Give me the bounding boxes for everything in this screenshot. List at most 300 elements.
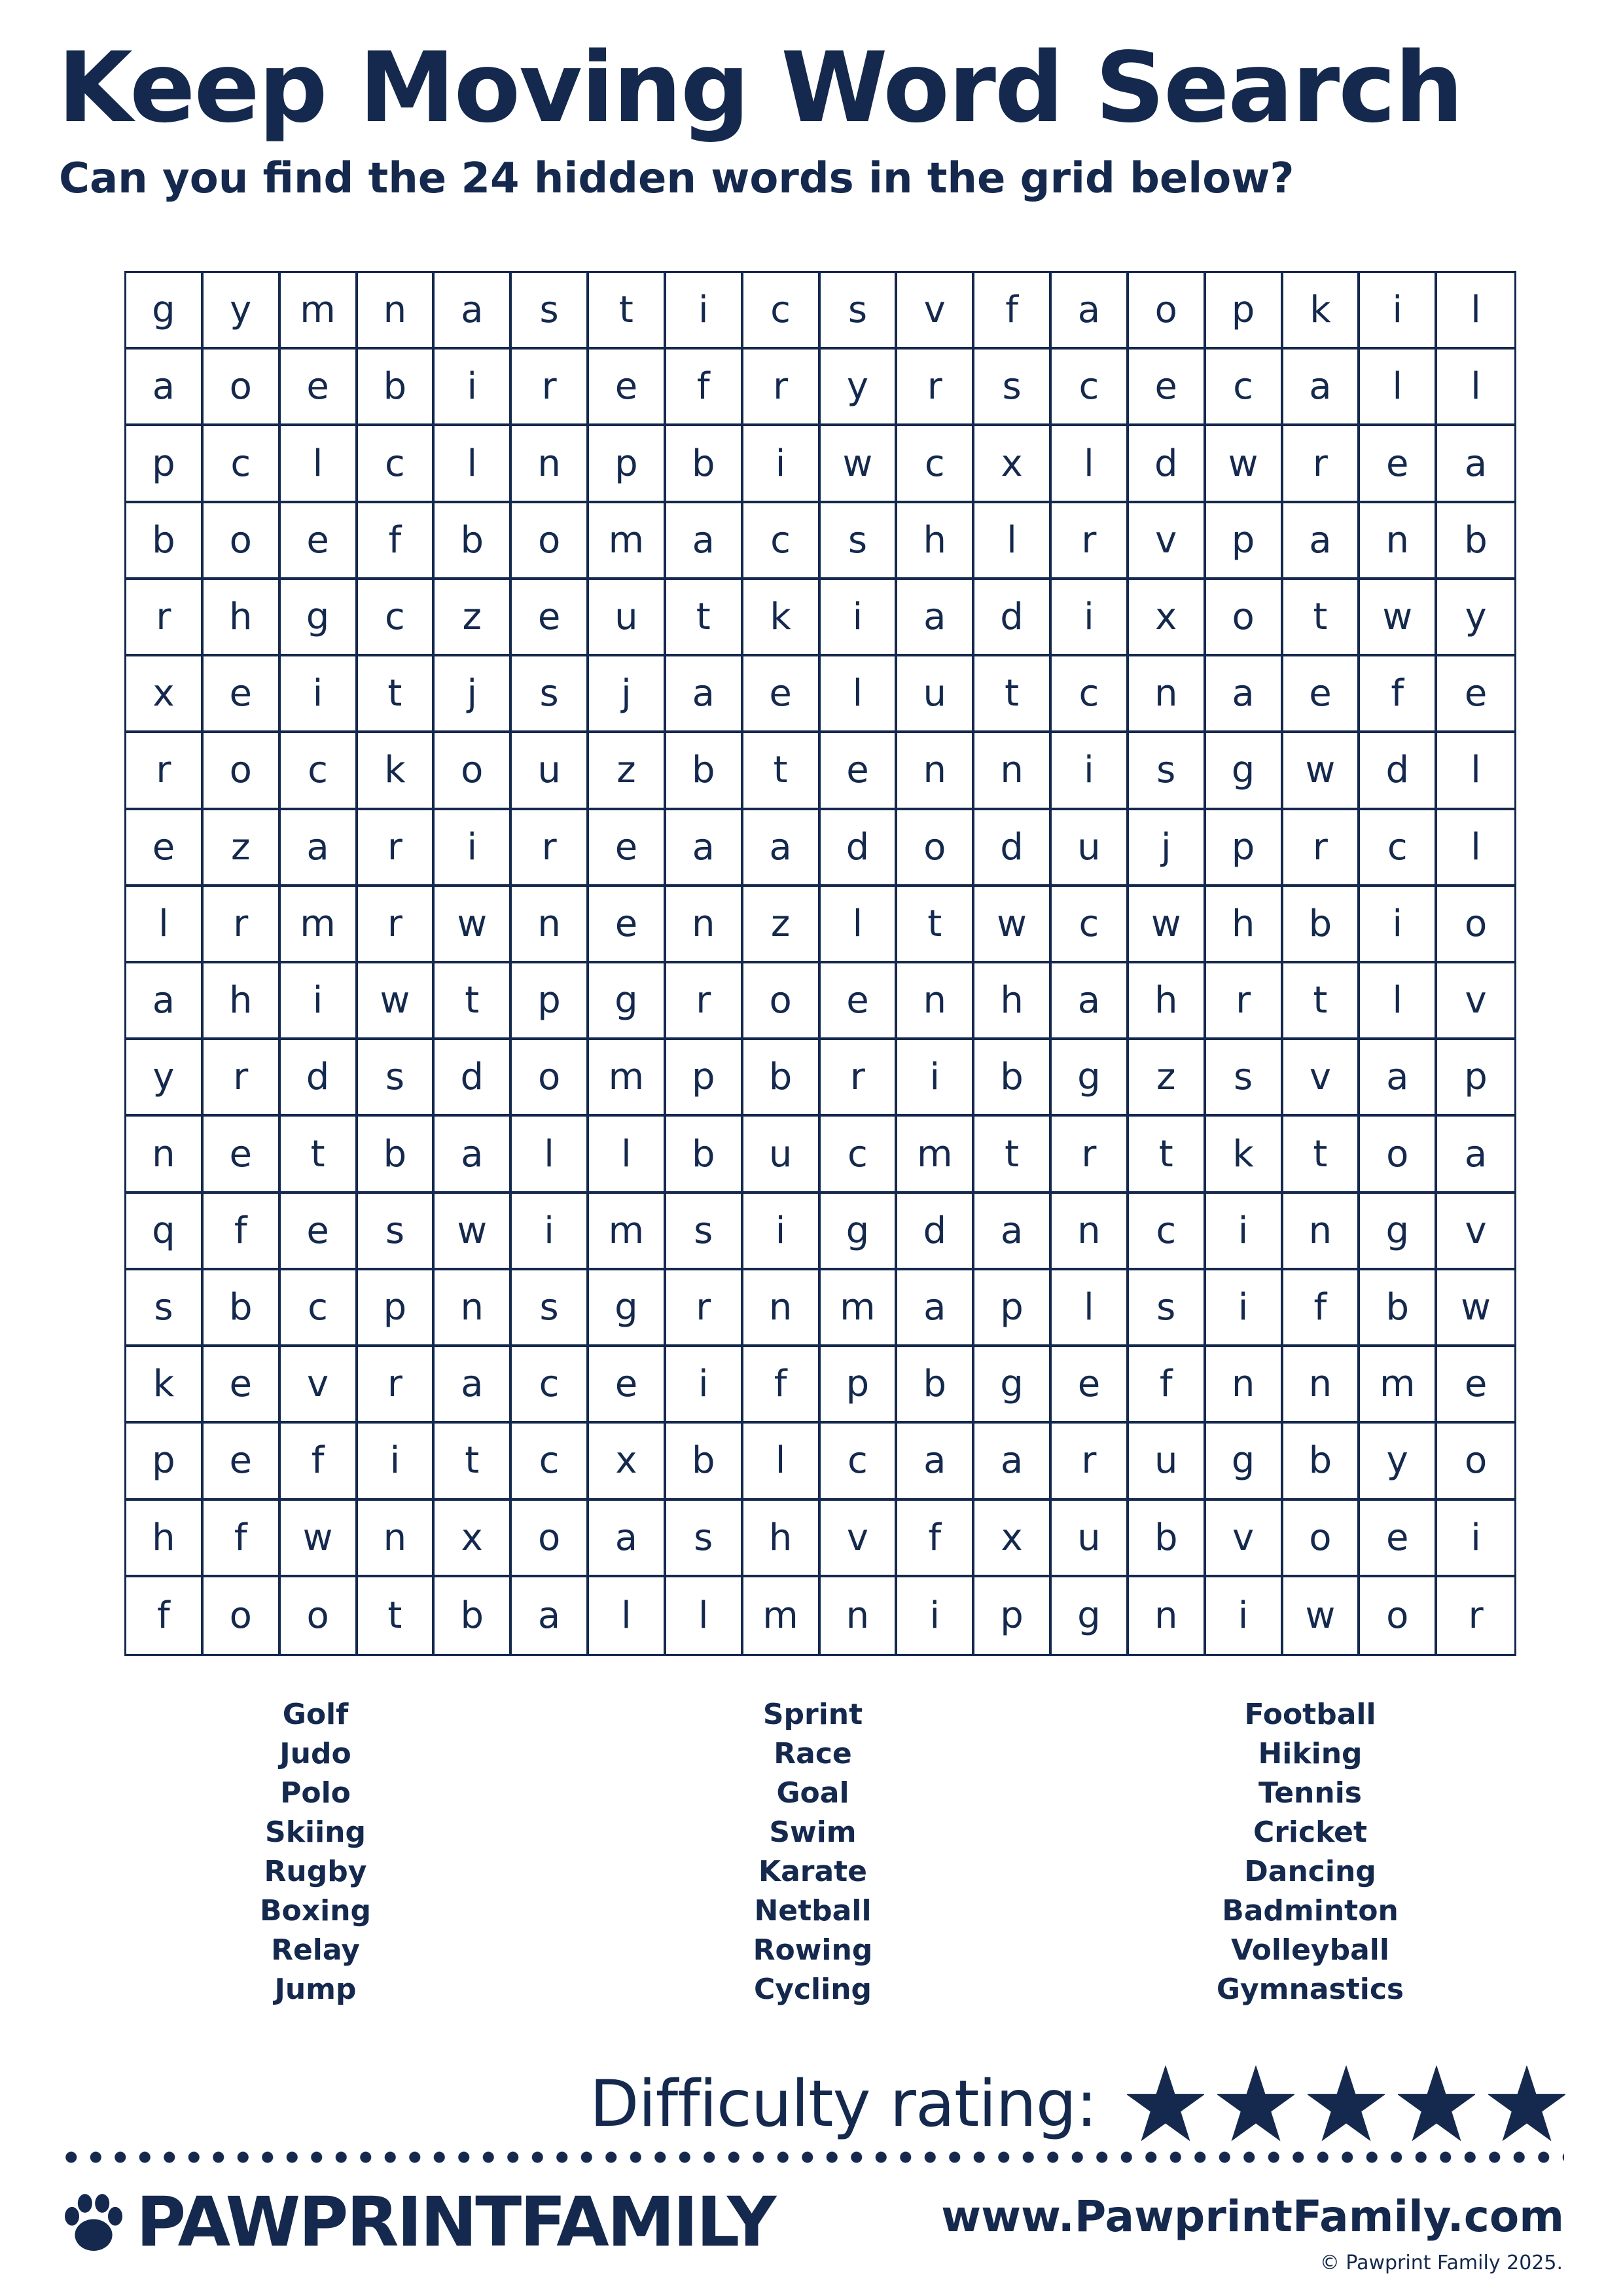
grid-cell[interactable]: n bbox=[358, 1501, 435, 1577]
grid-cell[interactable]: p bbox=[126, 1424, 204, 1500]
grid-cell[interactable]: n bbox=[743, 1270, 821, 1347]
grid-cell[interactable]: c bbox=[743, 503, 821, 580]
grid-cell[interactable]: x bbox=[974, 1501, 1052, 1577]
grid-cell[interactable]: e bbox=[281, 350, 358, 426]
grid-cell[interactable]: w bbox=[1206, 426, 1283, 503]
grid-cell[interactable]: f bbox=[666, 350, 743, 426]
grid-cell[interactable]: g bbox=[821, 1194, 898, 1270]
grid-cell[interactable]: c bbox=[204, 426, 281, 503]
grid-cell[interactable]: i bbox=[358, 1424, 435, 1500]
grid-cell[interactable]: a bbox=[1206, 656, 1283, 733]
grid-cell[interactable]: s bbox=[666, 1194, 743, 1270]
grid-cell[interactable]: p bbox=[589, 426, 666, 503]
grid-cell[interactable]: j bbox=[1129, 810, 1206, 887]
grid-cell[interactable]: u bbox=[589, 580, 666, 656]
grid-cell[interactable]: b bbox=[1283, 1424, 1361, 1500]
grid-cell[interactable]: k bbox=[743, 580, 821, 656]
grid-cell[interactable]: f bbox=[358, 503, 435, 580]
grid-cell[interactable]: r bbox=[204, 1040, 281, 1117]
grid-cell[interactable]: s bbox=[1129, 1270, 1206, 1347]
grid-cell[interactable]: m bbox=[589, 1194, 666, 1270]
grid-cell[interactable]: b bbox=[743, 1040, 821, 1117]
grid-cell[interactable]: e bbox=[589, 350, 666, 426]
grid-cell[interactable]: b bbox=[974, 1040, 1052, 1117]
grid-cell[interactable]: k bbox=[126, 1347, 204, 1424]
grid-cell[interactable]: l bbox=[743, 1424, 821, 1500]
grid-cell[interactable]: r bbox=[743, 350, 821, 426]
grid-cell[interactable]: w bbox=[1129, 887, 1206, 963]
grid-cell[interactable]: i bbox=[1360, 887, 1437, 963]
grid-cell[interactable]: o bbox=[1437, 887, 1514, 963]
grid-cell[interactable]: i bbox=[1206, 1577, 1283, 1654]
grid-cell[interactable]: o bbox=[1360, 1117, 1437, 1193]
grid-cell[interactable]: d bbox=[974, 810, 1052, 887]
grid-cell[interactable]: z bbox=[435, 580, 512, 656]
grid-cell[interactable]: l bbox=[435, 426, 512, 503]
grid-cell[interactable]: l bbox=[974, 503, 1052, 580]
grid-cell[interactable]: g bbox=[974, 1347, 1052, 1424]
grid-cell[interactable]: c bbox=[281, 1270, 358, 1347]
grid-cell[interactable]: h bbox=[204, 580, 281, 656]
grid-cell[interactable]: s bbox=[821, 273, 898, 350]
grid-cell[interactable]: t bbox=[974, 656, 1052, 733]
grid-cell[interactable]: a bbox=[1052, 273, 1129, 350]
grid-cell[interactable]: i bbox=[281, 656, 358, 733]
grid-cell[interactable]: l bbox=[1360, 963, 1437, 1040]
grid-cell[interactable]: p bbox=[821, 1347, 898, 1424]
grid-cell[interactable]: e bbox=[281, 1194, 358, 1270]
grid-cell[interactable]: v bbox=[1283, 1040, 1361, 1117]
grid-cell[interactable]: w bbox=[1283, 733, 1361, 810]
grid-cell[interactable]: n bbox=[126, 1117, 204, 1193]
grid-cell[interactable]: a bbox=[589, 1501, 666, 1577]
grid-cell[interactable]: d bbox=[1129, 426, 1206, 503]
grid-cell[interactable]: e bbox=[743, 656, 821, 733]
grid-cell[interactable]: p bbox=[1437, 1040, 1514, 1117]
grid-cell[interactable]: g bbox=[1052, 1577, 1129, 1654]
grid-cell[interactable]: b bbox=[1437, 503, 1514, 580]
grid-cell[interactable]: i bbox=[1206, 1270, 1283, 1347]
grid-cell[interactable]: d bbox=[974, 580, 1052, 656]
grid-cell[interactable]: k bbox=[358, 733, 435, 810]
grid-cell[interactable]: a bbox=[281, 810, 358, 887]
grid-cell[interactable]: l bbox=[281, 426, 358, 503]
grid-cell[interactable]: i bbox=[281, 963, 358, 1040]
grid-cell[interactable]: n bbox=[974, 733, 1052, 810]
grid-cell[interactable]: l bbox=[512, 1117, 589, 1193]
grid-cell[interactable]: f bbox=[1129, 1347, 1206, 1424]
grid-cell[interactable]: y bbox=[204, 273, 281, 350]
grid-cell[interactable]: a bbox=[897, 1424, 974, 1500]
grid-cell[interactable]: r bbox=[666, 1270, 743, 1347]
grid-cell[interactable]: t bbox=[435, 963, 512, 1040]
grid-cell[interactable]: e bbox=[821, 963, 898, 1040]
grid-cell[interactable]: t bbox=[666, 580, 743, 656]
grid-cell[interactable]: e bbox=[821, 733, 898, 810]
grid-cell[interactable]: e bbox=[204, 656, 281, 733]
grid-cell[interactable]: s bbox=[512, 656, 589, 733]
grid-cell[interactable]: g bbox=[1360, 1194, 1437, 1270]
grid-cell[interactable]: n bbox=[897, 963, 974, 1040]
grid-cell[interactable]: b bbox=[358, 350, 435, 426]
grid-cell[interactable]: n bbox=[512, 426, 589, 503]
grid-cell[interactable]: i bbox=[743, 426, 821, 503]
grid-cell[interactable]: u bbox=[512, 733, 589, 810]
grid-cell[interactable]: a bbox=[666, 503, 743, 580]
grid-cell[interactable]: n bbox=[1206, 1347, 1283, 1424]
grid-cell[interactable]: l bbox=[1437, 733, 1514, 810]
grid-cell[interactable]: a bbox=[126, 963, 204, 1040]
grid-cell[interactable]: n bbox=[512, 887, 589, 963]
grid-cell[interactable]: c bbox=[897, 426, 974, 503]
grid-cell[interactable]: p bbox=[666, 1040, 743, 1117]
grid-cell[interactable]: d bbox=[281, 1040, 358, 1117]
grid-cell[interactable]: o bbox=[281, 1577, 358, 1654]
grid-cell[interactable]: r bbox=[358, 1347, 435, 1424]
grid-cell[interactable]: n bbox=[821, 1577, 898, 1654]
grid-cell[interactable]: p bbox=[974, 1577, 1052, 1654]
grid-cell[interactable]: s bbox=[666, 1501, 743, 1577]
grid-cell[interactable]: v bbox=[1437, 1194, 1514, 1270]
grid-cell[interactable]: a bbox=[897, 1270, 974, 1347]
grid-cell[interactable]: g bbox=[589, 963, 666, 1040]
grid-cell[interactable]: l bbox=[666, 1577, 743, 1654]
grid-cell[interactable]: p bbox=[358, 1270, 435, 1347]
grid-cell[interactable]: o bbox=[512, 503, 589, 580]
grid-cell[interactable]: m bbox=[821, 1270, 898, 1347]
grid-cell[interactable]: u bbox=[1052, 810, 1129, 887]
grid-cell[interactable]: o bbox=[1283, 1501, 1361, 1577]
grid-cell[interactable]: p bbox=[1206, 810, 1283, 887]
grid-cell[interactable]: v bbox=[1206, 1501, 1283, 1577]
grid-cell[interactable]: e bbox=[1360, 426, 1437, 503]
grid-cell[interactable]: i bbox=[666, 1347, 743, 1424]
grid-cell[interactable]: i bbox=[743, 1194, 821, 1270]
grid-cell[interactable]: r bbox=[512, 350, 589, 426]
grid-cell[interactable]: x bbox=[1129, 580, 1206, 656]
grid-cell[interactable]: e bbox=[589, 810, 666, 887]
grid-cell[interactable]: l bbox=[126, 887, 204, 963]
grid-cell[interactable]: o bbox=[1206, 580, 1283, 656]
grid-cell[interactable]: e bbox=[512, 580, 589, 656]
grid-cell[interactable]: j bbox=[435, 656, 512, 733]
grid-cell[interactable]: a bbox=[1052, 963, 1129, 1040]
grid-cell[interactable]: x bbox=[126, 656, 204, 733]
grid-cell[interactable]: m bbox=[281, 887, 358, 963]
grid-cell[interactable]: m bbox=[589, 503, 666, 580]
grid-cell[interactable]: e bbox=[1437, 656, 1514, 733]
grid-cell[interactable]: g bbox=[1206, 733, 1283, 810]
grid-cell[interactable]: v bbox=[1437, 963, 1514, 1040]
grid-cell[interactable]: o bbox=[435, 733, 512, 810]
grid-cell[interactable]: t bbox=[358, 1577, 435, 1654]
grid-cell[interactable]: y bbox=[821, 350, 898, 426]
grid-cell[interactable]: r bbox=[358, 887, 435, 963]
grid-cell[interactable]: k bbox=[1206, 1117, 1283, 1193]
grid-cell[interactable]: q bbox=[126, 1194, 204, 1270]
grid-cell[interactable]: b bbox=[1129, 1501, 1206, 1577]
grid-cell[interactable]: f bbox=[204, 1194, 281, 1270]
grid-cell[interactable]: i bbox=[435, 350, 512, 426]
grid-cell[interactable]: y bbox=[1360, 1424, 1437, 1500]
grid-cell[interactable]: o bbox=[204, 503, 281, 580]
grid-cell[interactable]: c bbox=[821, 1424, 898, 1500]
grid-cell[interactable]: c bbox=[1360, 810, 1437, 887]
grid-cell[interactable]: m bbox=[281, 273, 358, 350]
grid-cell[interactable]: x bbox=[589, 1424, 666, 1500]
grid-cell[interactable]: a bbox=[435, 273, 512, 350]
grid-cell[interactable]: p bbox=[974, 1270, 1052, 1347]
grid-cell[interactable]: i bbox=[512, 1194, 589, 1270]
grid-cell[interactable]: w bbox=[358, 963, 435, 1040]
grid-cell[interactable]: z bbox=[743, 887, 821, 963]
grid-cell[interactable]: b bbox=[666, 1117, 743, 1193]
grid-cell[interactable]: e bbox=[1283, 656, 1361, 733]
grid-cell[interactable]: b bbox=[897, 1347, 974, 1424]
grid-cell[interactable]: f bbox=[281, 1424, 358, 1500]
grid-cell[interactable]: s bbox=[821, 503, 898, 580]
grid-cell[interactable]: o bbox=[1129, 273, 1206, 350]
grid-cell[interactable]: b bbox=[1360, 1270, 1437, 1347]
grid-cell[interactable]: g bbox=[1206, 1424, 1283, 1500]
grid-cell[interactable]: b bbox=[1283, 887, 1361, 963]
grid-cell[interactable]: o bbox=[204, 733, 281, 810]
grid-cell[interactable]: t bbox=[281, 1117, 358, 1193]
website-link[interactable]: www.PawprintFamily.com bbox=[941, 2191, 1564, 2242]
grid-cell[interactable]: a bbox=[512, 1577, 589, 1654]
grid-cell[interactable]: e bbox=[204, 1347, 281, 1424]
grid-cell[interactable]: r bbox=[1206, 963, 1283, 1040]
grid-cell[interactable]: n bbox=[358, 273, 435, 350]
grid-cell[interactable]: i bbox=[897, 1040, 974, 1117]
grid-cell[interactable]: a bbox=[1283, 503, 1361, 580]
grid-cell[interactable]: w bbox=[1437, 1270, 1514, 1347]
grid-cell[interactable]: n bbox=[1129, 656, 1206, 733]
grid-cell[interactable]: l bbox=[1360, 350, 1437, 426]
grid-cell[interactable]: d bbox=[897, 1194, 974, 1270]
grid-cell[interactable]: b bbox=[666, 1424, 743, 1500]
grid-cell[interactable]: n bbox=[435, 1270, 512, 1347]
grid-cell[interactable]: p bbox=[126, 426, 204, 503]
grid-cell[interactable]: c bbox=[821, 1117, 898, 1193]
grid-cell[interactable]: s bbox=[1129, 733, 1206, 810]
grid-cell[interactable]: c bbox=[358, 580, 435, 656]
grid-cell[interactable]: n bbox=[1283, 1194, 1361, 1270]
grid-cell[interactable]: a bbox=[897, 580, 974, 656]
grid-cell[interactable]: s bbox=[358, 1040, 435, 1117]
grid-cell[interactable]: z bbox=[589, 733, 666, 810]
grid-cell[interactable]: g bbox=[126, 273, 204, 350]
grid-cell[interactable]: f bbox=[974, 273, 1052, 350]
grid-cell[interactable]: w bbox=[821, 426, 898, 503]
grid-cell[interactable]: b bbox=[666, 733, 743, 810]
grid-cell[interactable]: a bbox=[1437, 1117, 1514, 1193]
grid-cell[interactable]: b bbox=[204, 1270, 281, 1347]
grid-cell[interactable]: a bbox=[1360, 1040, 1437, 1117]
grid-cell[interactable]: f bbox=[897, 1501, 974, 1577]
grid-cell[interactable]: t bbox=[1283, 1117, 1361, 1193]
grid-cell[interactable]: t bbox=[435, 1424, 512, 1500]
grid-cell[interactable]: w bbox=[1360, 580, 1437, 656]
grid-cell[interactable]: e bbox=[1437, 1347, 1514, 1424]
grid-cell[interactable]: w bbox=[1283, 1577, 1361, 1654]
grid-cell[interactable]: u bbox=[1052, 1501, 1129, 1577]
grid-cell[interactable]: g bbox=[589, 1270, 666, 1347]
grid-cell[interactable]: r bbox=[897, 350, 974, 426]
grid-cell[interactable]: r bbox=[666, 963, 743, 1040]
grid-cell[interactable]: y bbox=[126, 1040, 204, 1117]
grid-cell[interactable]: e bbox=[204, 1424, 281, 1500]
grid-cell[interactable]: m bbox=[743, 1577, 821, 1654]
grid-cell[interactable]: t bbox=[897, 887, 974, 963]
grid-cell[interactable]: m bbox=[1360, 1347, 1437, 1424]
grid-cell[interactable]: n bbox=[897, 733, 974, 810]
grid-cell[interactable]: o bbox=[512, 1501, 589, 1577]
grid-cell[interactable]: l bbox=[1437, 350, 1514, 426]
grid-cell[interactable]: t bbox=[1283, 580, 1361, 656]
grid-cell[interactable]: z bbox=[204, 810, 281, 887]
grid-cell[interactable]: f bbox=[743, 1347, 821, 1424]
grid-cell[interactable]: a bbox=[974, 1194, 1052, 1270]
grid-cell[interactable]: i bbox=[666, 273, 743, 350]
grid-cell[interactable]: t bbox=[743, 733, 821, 810]
grid-cell[interactable]: a bbox=[1283, 350, 1361, 426]
grid-cell[interactable]: h bbox=[743, 1501, 821, 1577]
grid-cell[interactable]: r bbox=[821, 1040, 898, 1117]
grid-cell[interactable]: h bbox=[897, 503, 974, 580]
grid-cell[interactable]: a bbox=[743, 810, 821, 887]
grid-cell[interactable]: l bbox=[821, 887, 898, 963]
grid-cell[interactable]: n bbox=[666, 887, 743, 963]
grid-cell[interactable]: i bbox=[1437, 1501, 1514, 1577]
grid-cell[interactable]: u bbox=[1129, 1424, 1206, 1500]
grid-cell[interactable]: o bbox=[1437, 1424, 1514, 1500]
grid-cell[interactable]: c bbox=[1052, 656, 1129, 733]
grid-cell[interactable]: t bbox=[1283, 963, 1361, 1040]
grid-cell[interactable]: e bbox=[1129, 350, 1206, 426]
grid-cell[interactable]: s bbox=[512, 1270, 589, 1347]
grid-cell[interactable]: v bbox=[281, 1347, 358, 1424]
grid-cell[interactable]: l bbox=[589, 1117, 666, 1193]
grid-cell[interactable]: i bbox=[1206, 1194, 1283, 1270]
grid-cell[interactable]: v bbox=[821, 1501, 898, 1577]
grid-cell[interactable]: c bbox=[743, 273, 821, 350]
grid-cell[interactable]: l bbox=[1052, 1270, 1129, 1347]
grid-cell[interactable]: a bbox=[974, 1424, 1052, 1500]
grid-cell[interactable]: r bbox=[512, 810, 589, 887]
grid-cell[interactable]: e bbox=[1052, 1347, 1129, 1424]
grid-cell[interactable]: p bbox=[1206, 503, 1283, 580]
grid-cell[interactable]: c bbox=[1129, 1194, 1206, 1270]
grid-cell[interactable]: o bbox=[743, 963, 821, 1040]
grid-cell[interactable]: c bbox=[1052, 887, 1129, 963]
grid-cell[interactable]: f bbox=[1360, 656, 1437, 733]
grid-cell[interactable]: y bbox=[1437, 580, 1514, 656]
grid-cell[interactable]: i bbox=[435, 810, 512, 887]
grid-cell[interactable]: r bbox=[1283, 810, 1361, 887]
grid-cell[interactable]: w bbox=[435, 1194, 512, 1270]
grid-cell[interactable]: a bbox=[126, 350, 204, 426]
grid-cell[interactable]: t bbox=[974, 1117, 1052, 1193]
grid-cell[interactable]: c bbox=[512, 1424, 589, 1500]
grid-cell[interactable]: l bbox=[589, 1577, 666, 1654]
grid-cell[interactable]: b bbox=[126, 503, 204, 580]
grid-cell[interactable]: g bbox=[1052, 1040, 1129, 1117]
grid-cell[interactable]: k bbox=[1283, 273, 1361, 350]
grid-cell[interactable]: v bbox=[1129, 503, 1206, 580]
grid-cell[interactable]: v bbox=[897, 273, 974, 350]
grid-cell[interactable]: e bbox=[589, 887, 666, 963]
grid-cell[interactable]: r bbox=[1468, 1594, 1484, 1637]
grid-cell[interactable]: d bbox=[435, 1040, 512, 1117]
grid-cell[interactable]: s bbox=[126, 1270, 204, 1347]
grid-cell[interactable]: l bbox=[1437, 273, 1514, 350]
grid-cell[interactable]: m bbox=[897, 1117, 974, 1193]
grid-cell[interactable]: o bbox=[1360, 1577, 1437, 1654]
grid-cell[interactable]: c bbox=[1206, 350, 1283, 426]
grid-cell[interactable]: e bbox=[204, 1117, 281, 1193]
grid-cell[interactable]: p bbox=[512, 963, 589, 1040]
grid-cell[interactable]: s bbox=[1206, 1040, 1283, 1117]
grid-cell[interactable]: p bbox=[1206, 273, 1283, 350]
grid-cell[interactable]: i bbox=[897, 1577, 974, 1654]
grid-cell[interactable]: m bbox=[589, 1040, 666, 1117]
grid-cell[interactable]: i bbox=[821, 580, 898, 656]
grid-cell[interactable]: n bbox=[1360, 503, 1437, 580]
grid-cell[interactable]: b bbox=[358, 1117, 435, 1193]
grid-cell[interactable]: w bbox=[435, 887, 512, 963]
grid-cell[interactable]: e bbox=[126, 810, 204, 887]
grid-cell[interactable]: c bbox=[512, 1347, 589, 1424]
grid-cell[interactable]: o bbox=[512, 1040, 589, 1117]
grid-cell[interactable]: t bbox=[589, 273, 666, 350]
grid-cell[interactable]: b bbox=[435, 1577, 512, 1654]
grid-cell[interactable]: h bbox=[1206, 887, 1283, 963]
grid-cell[interactable]: a bbox=[666, 656, 743, 733]
grid-cell[interactable]: l bbox=[821, 656, 898, 733]
grid-cell[interactable]: a bbox=[666, 810, 743, 887]
grid-cell[interactable]: n bbox=[1129, 1577, 1206, 1654]
grid-cell[interactable]: c bbox=[1052, 350, 1129, 426]
grid-cell[interactable]: f bbox=[126, 1577, 204, 1654]
grid-cell[interactable]: w bbox=[974, 887, 1052, 963]
grid-cell[interactable]: h bbox=[974, 963, 1052, 1040]
grid-cell[interactable]: x bbox=[974, 426, 1052, 503]
grid-cell[interactable]: n bbox=[1052, 1194, 1129, 1270]
grid-cell[interactable]: w bbox=[281, 1501, 358, 1577]
grid-cell[interactable]: r bbox=[126, 733, 204, 810]
grid-cell[interactable]: e bbox=[589, 1347, 666, 1424]
grid-cell[interactable]: t bbox=[1129, 1117, 1206, 1193]
grid-cell[interactable]: u bbox=[743, 1117, 821, 1193]
grid-cell[interactable]: l bbox=[1437, 810, 1514, 887]
grid-cell[interactable]: h bbox=[126, 1501, 204, 1577]
grid-cell[interactable]: e bbox=[1360, 1501, 1437, 1577]
grid-cell[interactable]: z bbox=[1129, 1040, 1206, 1117]
grid-cell[interactable]: n bbox=[1283, 1347, 1361, 1424]
grid-cell[interactable]: s bbox=[358, 1194, 435, 1270]
grid-cell[interactable]: a bbox=[435, 1347, 512, 1424]
grid-cell[interactable]: l bbox=[1052, 426, 1129, 503]
grid-cell[interactable]: h bbox=[204, 963, 281, 1040]
grid-cell[interactable]: f bbox=[204, 1501, 281, 1577]
grid-cell[interactable]: f bbox=[1283, 1270, 1361, 1347]
grid-cell[interactable]: s bbox=[512, 273, 589, 350]
grid-cell[interactable]: c bbox=[358, 426, 435, 503]
grid-cell[interactable]: r bbox=[1052, 503, 1129, 580]
grid-cell[interactable]: a bbox=[1437, 426, 1514, 503]
grid-cell[interactable]: b bbox=[666, 426, 743, 503]
